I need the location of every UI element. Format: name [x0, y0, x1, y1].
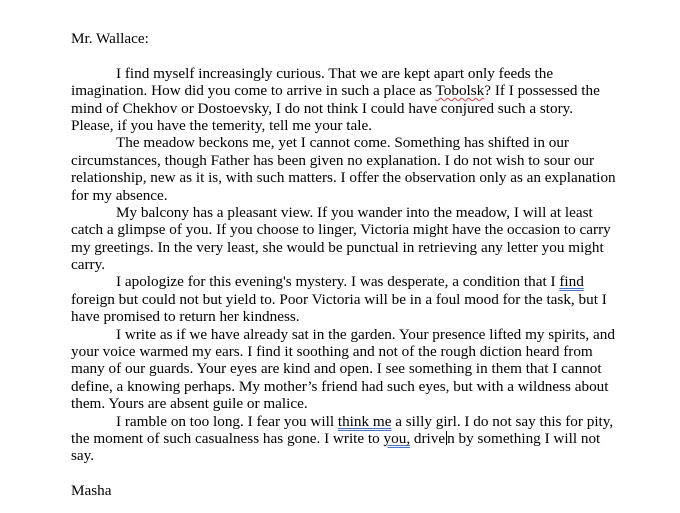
paragraph-6	[71, 413, 621, 465]
grammar-flag[interactable]: think me	[337, 412, 392, 430]
text-line: My balcony has a pleasant view. If you wander into the meadow, I will at least	[116, 203, 593, 221]
salutation: Mr. Wallace:	[71, 30, 149, 47]
text-line: for my absence.	[71, 186, 168, 204]
blank-line	[71, 465, 621, 482]
text-line: I write as if we have already sat in the garden. Your presence lifted my spirits, and	[116, 325, 615, 343]
blank-line	[71, 47, 621, 64]
text-line: say.	[71, 447, 95, 465]
text-line: foreign but could not but yield to. Poor Victoria will be in a foul mood for the task, but I	[71, 290, 607, 308]
text-line: circumstances, though Father has been given no explanation. I do not wish to sour our	[71, 151, 595, 169]
paragraph-2	[71, 134, 621, 204]
text-run: imagination. How did you come to arrive in such a place as	[71, 82, 436, 100]
text-line: many of our guards. Your eyes are kind and open. I see something in them that I cannot	[71, 360, 602, 378]
grammar-flag[interactable]: you,	[383, 429, 411, 447]
text-line: my greetings. In the very least, she would be punctual in retrieving any letter you might	[71, 238, 604, 256]
paragraph-3	[71, 204, 621, 274]
text-line: Please, if you have the temerity, tell me your tale.	[71, 116, 372, 134]
paragraph-1	[71, 65, 621, 135]
text-run: a silly girl. I do not say this for pity,	[391, 412, 614, 430]
text-line: define, a knowing perhaps. My mother’s friend had such eyes, but with a wildness about	[71, 377, 609, 395]
paragraph-5	[71, 326, 621, 413]
text-run: ? If I possessed the	[484, 82, 600, 100]
text-line: relationship, new as it is, with such matters. I offer the observation only as an explanation	[71, 169, 616, 187]
text-line: catch a glimpse of you. If you choose to linger, Victoria might have the occasion to carry	[71, 221, 611, 239]
text-line: them. Yours are absent guile or malice.	[71, 395, 308, 413]
text-line: have promised to return her kindness.	[71, 308, 300, 326]
text-line: I find myself increasingly curious. That we are kept apart only feeds the	[116, 64, 554, 82]
text-line: carry.	[71, 256, 106, 274]
text-run: the moment of such casualness has gone. I write to	[71, 429, 384, 447]
letter-body	[71, 30, 621, 500]
text-line	[71, 273, 621, 290]
signature: Masha	[71, 482, 112, 500]
text-line: The meadow beckons me, yet I cannot come. Something has shifted in our	[116, 134, 569, 152]
text-line	[71, 82, 621, 99]
paragraph-4	[71, 273, 621, 325]
spelling-flag[interactable]: Tobolsk	[435, 82, 485, 100]
text-run: I ramble on too long. I fear you will	[116, 412, 338, 430]
text-line	[71, 413, 621, 430]
grammar-flag[interactable]: find	[559, 273, 584, 291]
text-run: drive	[413, 429, 446, 447]
text-line: your voice warmed my ears. I find it soothing and not of the rough diction heard from	[71, 343, 593, 361]
text-run: n by something I will not	[447, 429, 601, 447]
text-line: mind of Chekhov or Dostoevsky, I do not think I could have conjured such a story.	[71, 99, 574, 117]
text-run: I apologize for this evening's mystery. I was desperate, a condition that I	[116, 273, 560, 291]
text-line	[71, 430, 621, 447]
